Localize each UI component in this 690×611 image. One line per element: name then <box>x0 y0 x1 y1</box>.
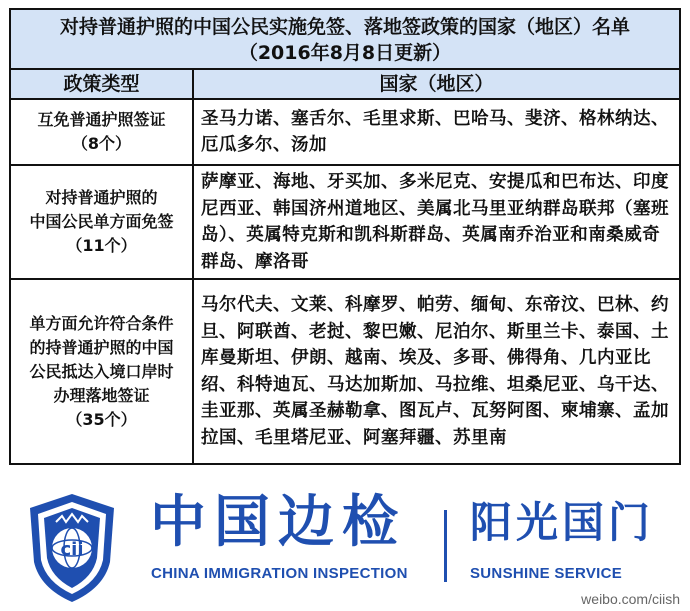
table-row <box>11 100 679 166</box>
table-row <box>11 280 679 463</box>
policy-type-count: （35个） <box>66 409 137 429</box>
table-header-row <box>11 70 679 100</box>
title-line-2: （2016年8月8日更新） <box>238 42 452 64</box>
countries-text: 圣马力诺、塞舌尔、毛里求斯、巴哈马、斐济、格林纳达、厄瓜多尔、汤加 <box>201 108 669 155</box>
header-policy-type: 政策类型 <box>63 73 140 95</box>
policy-type-line: 单方面允许符合条件 <box>29 313 174 333</box>
slogan-cn: 阳光国门 <box>470 498 655 547</box>
policy-table <box>9 8 681 465</box>
countries-text: 萨摩亚、海地、牙买加、多米尼克、安提瓜和巴布达、印度尼西亚、韩国济州道地区、美属北马里亚纳群岛联邦（塞班岛）、英属特克斯和凯科斯群岛、英属南乔治亚和南桑威奇群岛、摩洛哥 <box>201 172 669 272</box>
countries-text: 马尔代夫、文莱、科摩罗、帕劳、缅甸、东帝汶、巴林、约旦、阿联酋、老挝、黎巴嫩、尼泊尔、斯里兰卡、泰国、土库曼斯坦、伊朗、越南、埃及、多哥、佛得角、几内亚比绍、科特迪瓦、马达加斯加、马拉维、坦桑尼亚、乌干达、圭亚那、英属圣赫勒拿、图瓦卢、瓦努阿图、柬埔寨、孟加拉国、毛里塔尼亚、阿塞拜疆、苏里南 <box>201 295 669 448</box>
countries-cell <box>201 100 671 164</box>
policy-type-line: 互免普通护照签证 <box>37 110 166 129</box>
policy-type-count: （8个） <box>71 134 132 153</box>
table-title <box>11 10 679 70</box>
watermark-text: weibo.com/ciish <box>581 591 680 607</box>
table-row <box>11 166 679 280</box>
emblem-text: cii <box>60 539 84 560</box>
brand-name-en: CHINA IMMIGRATION INSPECTION <box>151 565 408 582</box>
header-countries: 国家（地区） <box>379 73 494 95</box>
column-divider <box>192 70 194 463</box>
policy-type-line: 公民抵达入境口岸时 <box>29 361 174 381</box>
slogan-en: SUNSHINE SERVICE <box>470 565 623 582</box>
brand-name-cn: 中国边检 <box>150 489 406 555</box>
policy-type-count: （11个） <box>66 236 137 255</box>
footer-banner <box>0 470 690 611</box>
policy-type-line: 对持普通护照的 <box>45 188 158 207</box>
policy-type-line: 中国公民单方面免签 <box>29 212 174 231</box>
title-line-1: 对持普通护照的中国公民实施免签、落地签政策的国家（地区）名单 <box>59 16 630 38</box>
policy-type-line: 办理落地签证 <box>53 385 150 405</box>
immigration-emblem-icon <box>26 492 118 604</box>
policy-type-cell <box>11 100 192 164</box>
policy-type-cell <box>11 166 192 278</box>
brand-divider <box>444 510 447 582</box>
policy-type-cell <box>11 280 192 463</box>
policy-type-line: 的持普通护照的中国 <box>29 337 174 357</box>
countries-cell <box>201 166 671 278</box>
countries-cell <box>201 280 671 463</box>
